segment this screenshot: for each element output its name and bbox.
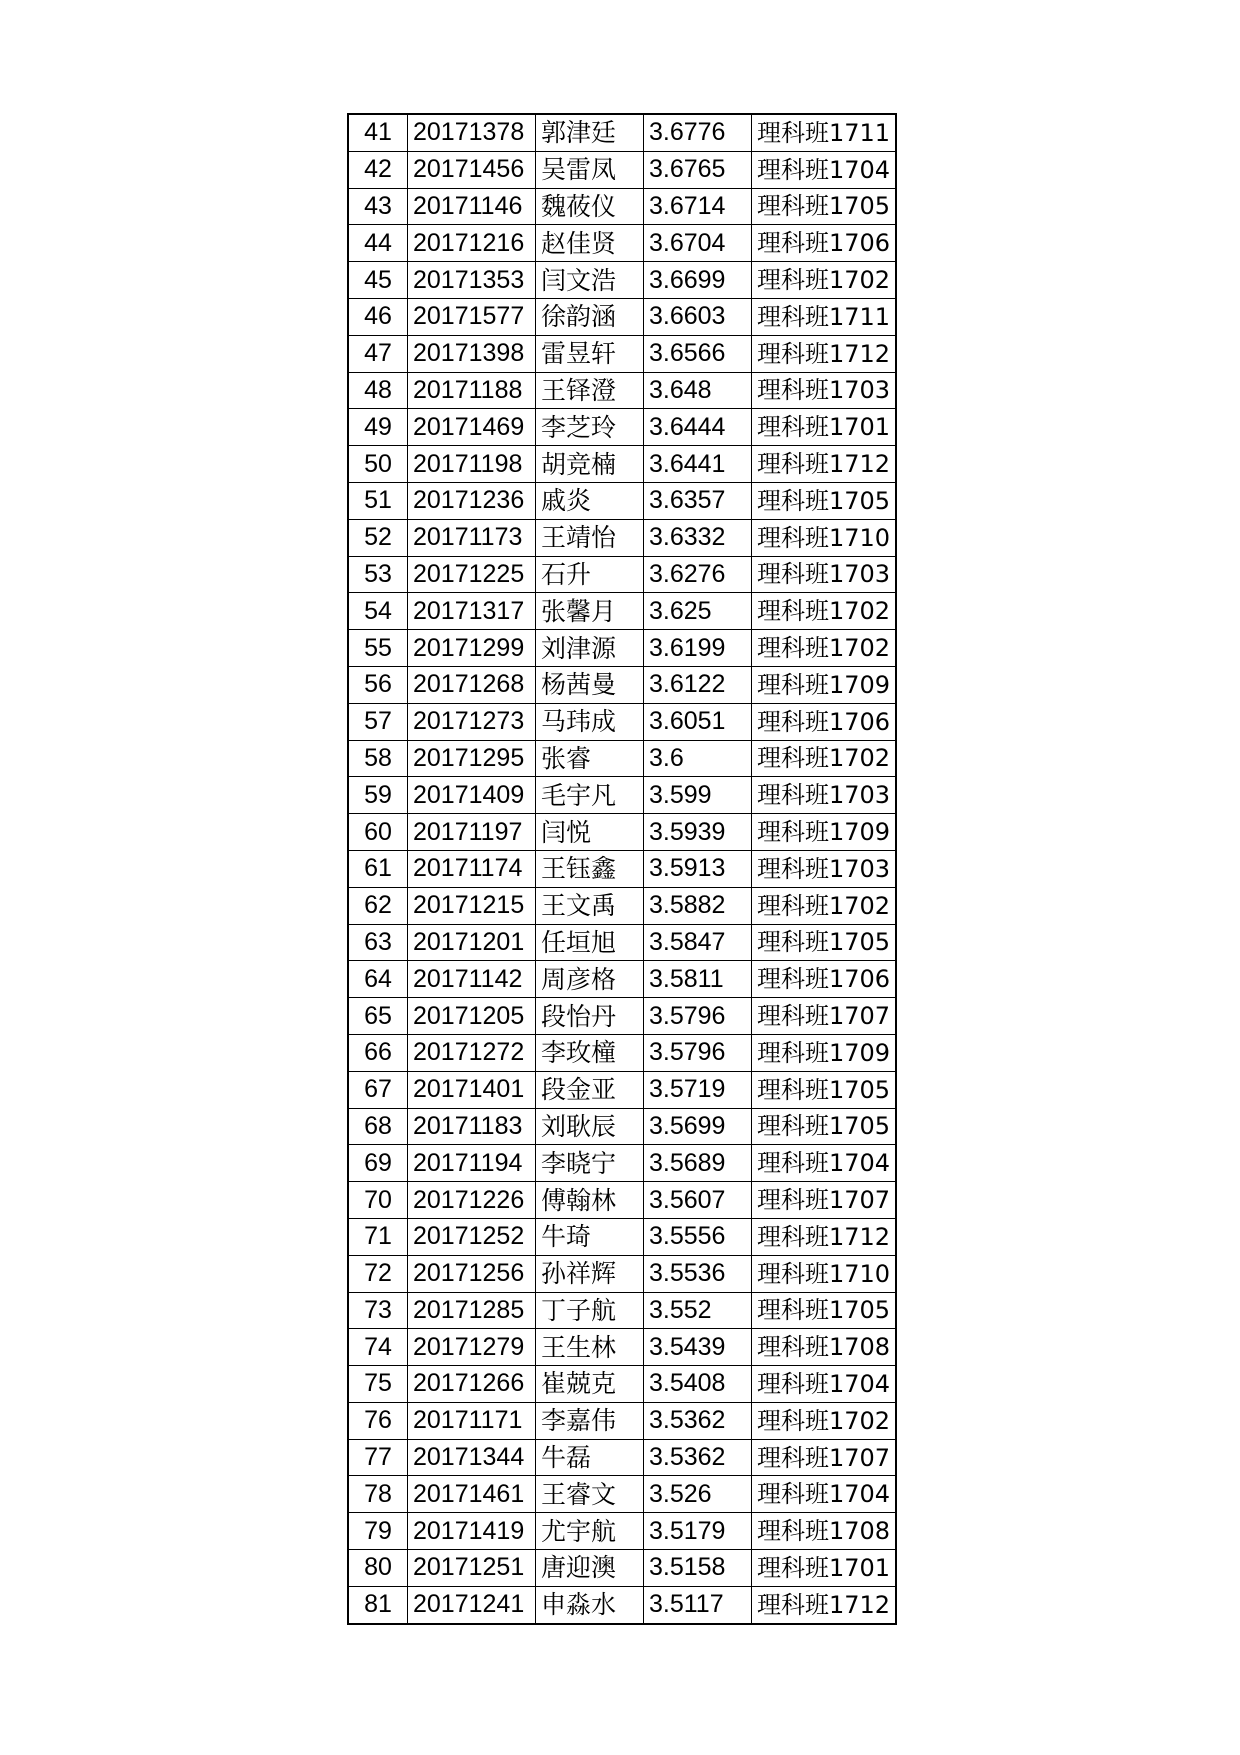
rank-cell: 60 [348, 814, 408, 851]
gpa-cell: 3.5607 [644, 1182, 752, 1219]
rank-cell: 74 [348, 1329, 408, 1366]
gpa-cell: 3.5556 [644, 1218, 752, 1255]
rank-cell: 61 [348, 850, 408, 887]
student-id-cell: 20171401 [408, 1071, 536, 1108]
rank-cell: 42 [348, 151, 408, 188]
table-row [348, 740, 896, 777]
gpa-cell: 3.5913 [644, 850, 752, 887]
class-cell: 理科班1701 [752, 1550, 897, 1587]
student-name-cell: 王靖怡 [536, 519, 644, 556]
gpa-cell: 3.5362 [644, 1402, 752, 1439]
student-id-cell: 20171419 [408, 1513, 536, 1550]
student-name-cell: 任垣旭 [536, 924, 644, 961]
rank-cell: 68 [348, 1108, 408, 1145]
student-name-cell: 毛宇凡 [536, 777, 644, 814]
student-name-cell: 孙祥辉 [536, 1255, 644, 1292]
table-row [348, 814, 896, 851]
student-id-cell: 20171378 [408, 114, 536, 151]
table-row [348, 298, 896, 335]
rank-cell: 81 [348, 1586, 408, 1623]
student-id-cell: 20171268 [408, 666, 536, 703]
gpa-cell: 3.5439 [644, 1329, 752, 1366]
table-row [348, 1108, 896, 1145]
student-name-cell: 张馨月 [536, 593, 644, 630]
gpa-cell: 3.6122 [644, 666, 752, 703]
student-id-cell: 20171226 [408, 1182, 536, 1219]
student-name-cell: 胡竞楠 [536, 446, 644, 483]
student-id-cell: 20171461 [408, 1476, 536, 1513]
student-id-cell: 20171241 [408, 1586, 536, 1623]
table-row [348, 1439, 896, 1476]
rank-cell: 41 [348, 114, 408, 151]
table-row [348, 1329, 896, 1366]
student-name-cell: 刘津源 [536, 630, 644, 667]
student-name-cell: 李芝玲 [536, 409, 644, 446]
table-row [348, 703, 896, 740]
student-name-cell: 戚炎 [536, 482, 644, 519]
table-row [348, 556, 896, 593]
student-id-cell: 20171174 [408, 850, 536, 887]
table-row [348, 335, 896, 372]
class-cell: 理科班1702 [752, 593, 897, 630]
rank-cell: 50 [348, 446, 408, 483]
rank-cell: 51 [348, 482, 408, 519]
student-name-cell: 吴雷凤 [536, 151, 644, 188]
gpa-cell: 3.6051 [644, 703, 752, 740]
student-id-cell: 20171456 [408, 151, 536, 188]
rank-cell: 57 [348, 703, 408, 740]
rank-cell: 80 [348, 1550, 408, 1587]
class-cell: 理科班1705 [752, 924, 897, 961]
table-row [348, 1586, 896, 1623]
student-name-cell: 魏莜仪 [536, 188, 644, 225]
rank-cell: 46 [348, 298, 408, 335]
gpa-cell: 3.6699 [644, 262, 752, 299]
class-cell: 理科班1705 [752, 1108, 897, 1145]
class-cell: 理科班1712 [752, 1218, 897, 1255]
class-cell: 理科班1712 [752, 335, 897, 372]
gpa-cell: 3.599 [644, 777, 752, 814]
class-cell: 理科班1706 [752, 225, 897, 262]
class-cell: 理科班1703 [752, 777, 897, 814]
rank-cell: 48 [348, 372, 408, 409]
student-name-cell: 王生林 [536, 1329, 644, 1366]
student-id-cell: 20171409 [408, 777, 536, 814]
class-cell: 理科班1703 [752, 850, 897, 887]
student-id-cell: 20171273 [408, 703, 536, 740]
gpa-cell: 3.5408 [644, 1366, 752, 1403]
class-cell: 理科班1707 [752, 1182, 897, 1219]
rank-cell: 58 [348, 740, 408, 777]
class-cell: 理科班1709 [752, 814, 897, 851]
table-row [348, 1366, 896, 1403]
rank-cell: 56 [348, 666, 408, 703]
table-row [348, 1292, 896, 1329]
student-id-cell: 20171173 [408, 519, 536, 556]
rank-cell: 76 [348, 1402, 408, 1439]
rank-cell: 70 [348, 1182, 408, 1219]
gpa-cell: 3.6714 [644, 188, 752, 225]
table-row [348, 998, 896, 1035]
class-cell: 理科班1704 [752, 1145, 897, 1182]
class-cell: 理科班1702 [752, 262, 897, 299]
student-id-cell: 20171197 [408, 814, 536, 851]
student-name-cell: 崔兢克 [536, 1366, 644, 1403]
student-id-cell: 20171266 [408, 1366, 536, 1403]
gpa-cell: 3.5882 [644, 887, 752, 924]
table-row [348, 1145, 896, 1182]
table-row [348, 887, 896, 924]
class-cell: 理科班1705 [752, 188, 897, 225]
class-cell: 理科班1704 [752, 1476, 897, 1513]
student-id-cell: 20171285 [408, 1292, 536, 1329]
student-name-cell: 段金亚 [536, 1071, 644, 1108]
student-id-cell: 20171216 [408, 225, 536, 262]
student-id-cell: 20171251 [408, 1550, 536, 1587]
gpa-cell: 3.5719 [644, 1071, 752, 1108]
class-cell: 理科班1707 [752, 1439, 897, 1476]
class-cell: 理科班1708 [752, 1513, 897, 1550]
student-name-cell: 李玫橦 [536, 1034, 644, 1071]
gpa-cell: 3.5796 [644, 1034, 752, 1071]
rank-cell: 67 [348, 1071, 408, 1108]
gpa-cell: 3.5158 [644, 1550, 752, 1587]
student-name-cell: 尤宇航 [536, 1513, 644, 1550]
rank-cell: 52 [348, 519, 408, 556]
student-name-cell: 闫悦 [536, 814, 644, 851]
gpa-cell: 3.6765 [644, 151, 752, 188]
class-cell: 理科班1708 [752, 1329, 897, 1366]
rank-cell: 45 [348, 262, 408, 299]
table-row [348, 409, 896, 446]
table-row [348, 1255, 896, 1292]
student-name-cell: 郭津廷 [536, 114, 644, 151]
rank-cell: 73 [348, 1292, 408, 1329]
gpa-cell: 3.5699 [644, 1108, 752, 1145]
table-row [348, 1182, 896, 1219]
rank-cell: 54 [348, 593, 408, 630]
class-cell: 理科班1706 [752, 703, 897, 740]
class-cell: 理科班1702 [752, 887, 897, 924]
table-row [348, 850, 896, 887]
rank-cell: 59 [348, 777, 408, 814]
student-name-cell: 赵佳贤 [536, 225, 644, 262]
table-row [348, 1071, 896, 1108]
table-row [348, 1218, 896, 1255]
student-id-cell: 20171201 [408, 924, 536, 961]
table-row [348, 1513, 896, 1550]
gpa-cell: 3.5179 [644, 1513, 752, 1550]
student-name-cell: 王睿文 [536, 1476, 644, 1513]
rank-cell: 78 [348, 1476, 408, 1513]
class-cell: 理科班1709 [752, 666, 897, 703]
table-row [348, 372, 896, 409]
class-cell: 理科班1704 [752, 151, 897, 188]
gpa-cell: 3.5689 [644, 1145, 752, 1182]
student-name-cell: 闫文浩 [536, 262, 644, 299]
rank-cell: 79 [348, 1513, 408, 1550]
rank-cell: 69 [348, 1145, 408, 1182]
student-id-cell: 20171225 [408, 556, 536, 593]
student-name-cell: 牛磊 [536, 1439, 644, 1476]
student-id-cell: 20171194 [408, 1145, 536, 1182]
student-id-cell: 20171299 [408, 630, 536, 667]
student-name-cell: 牛琦 [536, 1218, 644, 1255]
rank-cell: 44 [348, 225, 408, 262]
table-row [348, 482, 896, 519]
gpa-cell: 3.6566 [644, 335, 752, 372]
gpa-cell: 3.5362 [644, 1439, 752, 1476]
student-name-cell: 丁子航 [536, 1292, 644, 1329]
gpa-cell: 3.6 [644, 740, 752, 777]
rank-cell: 77 [348, 1439, 408, 1476]
class-cell: 理科班1706 [752, 961, 897, 998]
rank-cell: 62 [348, 887, 408, 924]
student-name-cell: 傅翰林 [536, 1182, 644, 1219]
student-name-cell: 刘耿辰 [536, 1108, 644, 1145]
student-name-cell: 王钰鑫 [536, 850, 644, 887]
student-id-cell: 20171344 [408, 1439, 536, 1476]
rank-cell: 49 [348, 409, 408, 446]
rank-cell: 75 [348, 1366, 408, 1403]
student-id-cell: 20171317 [408, 593, 536, 630]
student-name-cell: 段怡丹 [536, 998, 644, 1035]
class-cell: 理科班1702 [752, 1402, 897, 1439]
table-row [348, 1550, 896, 1587]
gpa-cell: 3.5811 [644, 961, 752, 998]
class-cell: 理科班1702 [752, 740, 897, 777]
class-cell: 理科班1702 [752, 630, 897, 667]
student-id-cell: 20171398 [408, 335, 536, 372]
rank-cell: 71 [348, 1218, 408, 1255]
table-row [348, 188, 896, 225]
table-row [348, 593, 896, 630]
gpa-cell: 3.6444 [644, 409, 752, 446]
class-cell: 理科班1704 [752, 1366, 897, 1403]
class-cell: 理科班1709 [752, 1034, 897, 1071]
table-row [348, 446, 896, 483]
table-row [348, 924, 896, 961]
student-name-cell: 徐韵涵 [536, 298, 644, 335]
class-cell: 理科班1703 [752, 372, 897, 409]
student-id-cell: 20171469 [408, 409, 536, 446]
student-name-cell: 李嘉伟 [536, 1402, 644, 1439]
gpa-cell: 3.6357 [644, 482, 752, 519]
class-cell: 理科班1707 [752, 998, 897, 1035]
rank-cell: 63 [348, 924, 408, 961]
student-id-cell: 20171236 [408, 482, 536, 519]
class-cell: 理科班1711 [752, 298, 897, 335]
table-row [348, 151, 896, 188]
student-id-cell: 20171171 [408, 1402, 536, 1439]
table-row [348, 666, 896, 703]
table-row [348, 777, 896, 814]
student-id-cell: 20171295 [408, 740, 536, 777]
rank-cell: 43 [348, 188, 408, 225]
student-name-cell: 李晓宁 [536, 1145, 644, 1182]
student-name-cell: 张睿 [536, 740, 644, 777]
class-cell: 理科班1710 [752, 519, 897, 556]
rank-cell: 47 [348, 335, 408, 372]
table-row [348, 114, 896, 151]
rank-cell: 64 [348, 961, 408, 998]
table-row [348, 1402, 896, 1439]
student-id-cell: 20171198 [408, 446, 536, 483]
class-cell: 理科班1703 [752, 556, 897, 593]
class-cell: 理科班1710 [752, 1255, 897, 1292]
gpa-cell: 3.5796 [644, 998, 752, 1035]
student-name-cell: 石升 [536, 556, 644, 593]
rank-cell: 53 [348, 556, 408, 593]
gpa-cell: 3.6276 [644, 556, 752, 593]
gpa-cell: 3.5536 [644, 1255, 752, 1292]
ranking-table [347, 113, 897, 1625]
table-row [348, 262, 896, 299]
class-cell: 理科班1712 [752, 446, 897, 483]
table-row [348, 961, 896, 998]
gpa-cell: 3.5117 [644, 1586, 752, 1623]
class-cell: 理科班1712 [752, 1586, 897, 1623]
gpa-cell: 3.526 [644, 1476, 752, 1513]
rank-cell: 55 [348, 630, 408, 667]
gpa-cell: 3.5939 [644, 814, 752, 851]
rank-cell: 65 [348, 998, 408, 1035]
student-id-cell: 20171146 [408, 188, 536, 225]
student-id-cell: 20171353 [408, 262, 536, 299]
class-cell: 理科班1705 [752, 1292, 897, 1329]
table-row [348, 1476, 896, 1513]
gpa-cell: 3.625 [644, 593, 752, 630]
student-name-cell: 王文禹 [536, 887, 644, 924]
table-row [348, 630, 896, 667]
student-id-cell: 20171183 [408, 1108, 536, 1145]
gpa-cell: 3.6704 [644, 225, 752, 262]
student-name-cell: 申淼水 [536, 1586, 644, 1623]
rank-cell: 72 [348, 1255, 408, 1292]
gpa-cell: 3.648 [644, 372, 752, 409]
student-name-cell: 王铎澄 [536, 372, 644, 409]
student-id-cell: 20171272 [408, 1034, 536, 1071]
student-name-cell: 杨茜曼 [536, 666, 644, 703]
student-id-cell: 20171205 [408, 998, 536, 1035]
class-cell: 理科班1711 [752, 114, 897, 151]
student-name-cell: 唐迎澳 [536, 1550, 644, 1587]
table-row [348, 519, 896, 556]
student-id-cell: 20171256 [408, 1255, 536, 1292]
student-id-cell: 20171252 [408, 1218, 536, 1255]
class-cell: 理科班1705 [752, 1071, 897, 1108]
gpa-cell: 3.6603 [644, 298, 752, 335]
gpa-cell: 3.6441 [644, 446, 752, 483]
table-row [348, 225, 896, 262]
student-name-cell: 雷昱轩 [536, 335, 644, 372]
gpa-cell: 3.552 [644, 1292, 752, 1329]
gpa-cell: 3.6199 [644, 630, 752, 667]
student-name-cell: 周彦格 [536, 961, 644, 998]
student-id-cell: 20171188 [408, 372, 536, 409]
gpa-cell: 3.6332 [644, 519, 752, 556]
ranking-table-body [348, 114, 896, 1624]
class-cell: 理科班1701 [752, 409, 897, 446]
student-name-cell: 马玮成 [536, 703, 644, 740]
gpa-cell: 3.5847 [644, 924, 752, 961]
class-cell: 理科班1705 [752, 482, 897, 519]
student-id-cell: 20171142 [408, 961, 536, 998]
student-id-cell: 20171279 [408, 1329, 536, 1366]
gpa-cell: 3.6776 [644, 114, 752, 151]
student-id-cell: 20171215 [408, 887, 536, 924]
table-row [348, 1034, 896, 1071]
student-id-cell: 20171577 [408, 298, 536, 335]
rank-cell: 66 [348, 1034, 408, 1071]
